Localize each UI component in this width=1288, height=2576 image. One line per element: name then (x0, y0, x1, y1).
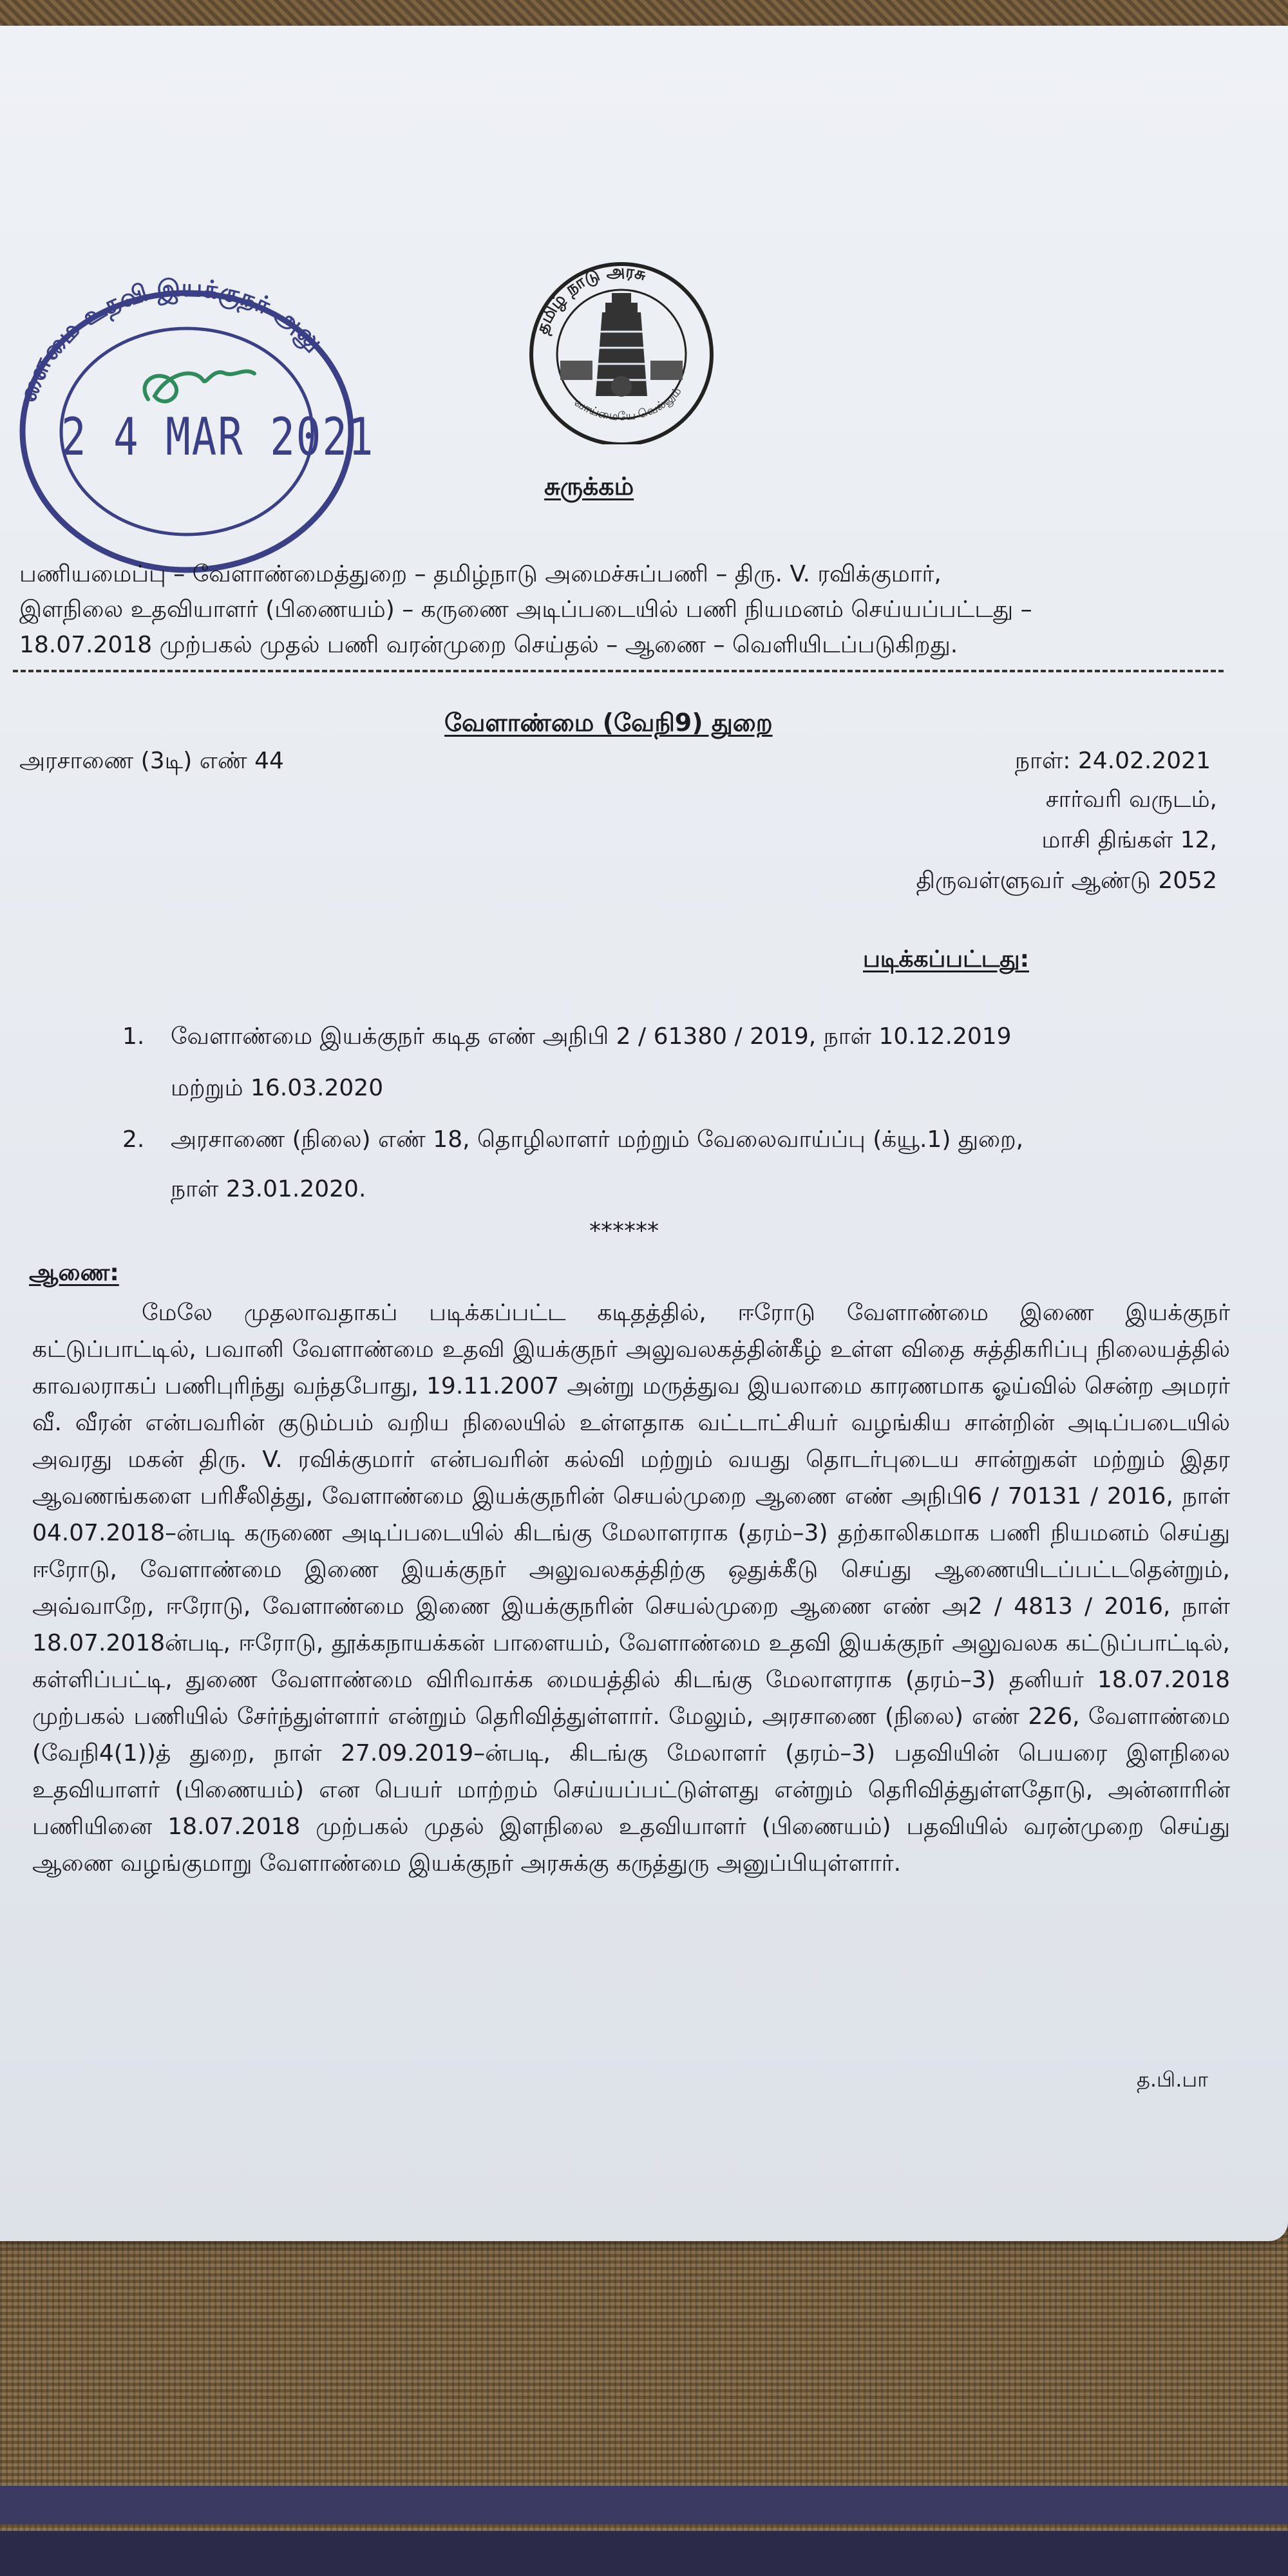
emblem-ring-text: தமிழ் நாடு அரசு (532, 261, 648, 337)
fabric-stripe (0, 2486, 1288, 2524)
reference-1-number: 1. (122, 1023, 145, 1050)
continuation-note: த.பி.பா (1137, 2067, 1208, 2092)
emblem-motto: வாய்மையே வெல்லும் (571, 384, 685, 424)
reference-1-line-1: வேளாண்மை இயக்குநர் கடித எண் அநிபி 2 / 61380 / 2019, நாள் 10.12.2019 (171, 1023, 1012, 1050)
dashed-divider (13, 670, 1224, 672)
date-line: நாள்: 24.02.2021 (1014, 748, 1211, 774)
tamil-month: மாசி திங்கள் 12, (1041, 827, 1217, 853)
office-stamp (0, 270, 375, 573)
summary-line-3: 18.07.2018 முற்பகல் முதல் பணி வரன்முறை செய்தல் – ஆணை – வெளியிடப்படுகிறது. (19, 632, 958, 658)
fabric-stripe-dark (0, 2531, 1288, 2576)
read-heading: படிக்கப்பட்டது: (863, 946, 1029, 972)
summary-line-1: பணியமைப்பு – வேளாண்மைத்துறை – தமிழ்நாடு அமைச்சுப்பணி – திரு. V. ரவிக்குமார், (19, 561, 942, 587)
stamp-ring-text: ளைமை உதவி இயக்குநர் அலு (12, 273, 329, 406)
emblem-icon (515, 251, 728, 444)
signature-icon (145, 371, 254, 401)
thiruvalluvar-year: திருவள்ளுவர் ஆண்டு 2052 (916, 867, 1217, 894)
order-body-paragraph: மேலே முதலாவதாகப் படிக்கப்பட்ட கடிதத்தில், ஈரோடு வேளாண்மை இணை இயக்குநர் கட்டுப்பாட்டில், பவானி வேளாண்மை உதவி இயக்குநர் அலுவலகத்தின்கீழ் உள்ள விதை சுத்திகரிப்பு நிலையத்தில் காவலராகப் பணிபுரிந்து வந்தபோது, 19.11.2007 அன்று மருத்துவ இயலாமை காரணமாக ஓய்வில் சென்ற அமரர் வீ. வீரன் என்பவரின் குடும்பம் வறிய நிலையில் உள்ளதாக வட்டாட்சியர் வழங்கிய சான்றின் அடிப்படையில் அவரது மகன் திரு. V. ரவிக்குமார் என்பவரின் கல்வி மற்றும் வயது தொடர்புடைய சான்றுகள் மற்றும் இதர ஆவணங்களை பரிசீலித்து, வேளாண்மை இயக்குநரின் செயல்முறை ஆணை எண் அநிபி6 / 70131 / 2016, நாள் 04.07.2018–ன்படி கருணை அடிப்படையில் கிடங்கு மேலாளராக (தரம்–3) தற்காலிகமாக பணி நியமனம் செய்து ஈரோடு, வேளாண்மை இணை இயக்குநர் அலுவலகத்திற்கு ஒதுக்கீடு செய்து ஆணையிடப்பட்டதென்றும், அவ்வாறே, ஈரோடு, வேளாண்மை இணை இயக்குநரின் செயல்முறை ஆணை எண் அ2 / 4813 / 2016, நாள் 18.07.2018ன்படி, ஈரோடு, தூக்கநாயக்கன் பாளையம், வேளாண்மை உதவி இயக்குநர் அலுவலக கட்டுப்பாட்டில், கள்ளிப்பட்டி, துணை வேளாண்மை விரிவாக்க மையத்தில் கிடங்கு மேலாளராக (தரம்–3) தனியர் 18.07.2018 முற்பகல் பணியில் சேர்ந்துள்ளார் என்றும் தெரிவித்துள்ளார். மேலும், அரசாணை (நிலை) எண் 226, வேளாண்மை (வேநி4(1))த் துறை, நாள் 27.09.2019–ன்படி, கிடங்கு மேலாளர் (தரம்–3) பதவியின் பெயரை இளநிலை உதவியாளர் (பிணையம்) என பெயர் மாற்றம் செய்யப்பட்டுள்ளது என்றும் தெரிவித்துள்ளதோடு, அன்னாரின் பணியினை 18.07.2018 முற்பகல் முதல் இளநிலை உதவியாளர் (பிணையம்) பதவியில் வரன்முறை செய்து ஆணை வழங்குமாறு வேளாண்மை இயக்குநர் அரசுக்கு கருத்துரு அனுப்பியுள்ளார். (32, 1300, 1230, 1877)
svg-text:ளைமை உதவி இயக்குநர் அலு (13, 274, 329, 406)
reference-2-line-1: அரசாணை (நிலை) எண் 18, தொழிலாளர் மற்றும் வேலைவாய்ப்பு (க்யூ.1) துறை, (171, 1126, 1024, 1153)
separator-stars: ****** (589, 1218, 659, 1244)
department-heading: வேளாண்மை (வேநி9) துறை (444, 708, 773, 737)
order-number: அரசாணை (3டி) எண் 44 (19, 748, 284, 774)
tamil-year: சார்வரி வருடம், (1045, 786, 1217, 813)
summary-line-2: இளநிலை உதவியாளர் (பிணையம்) – கருணை அடிப்படையில் பணி நியமனம் செய்யப்பட்டது – (19, 596, 1032, 623)
summary-title: சுருக்கம் (544, 472, 634, 500)
order-heading: ஆணை: (29, 1260, 119, 1286)
reference-2-line-2: நாள் 23.01.2020. (171, 1176, 366, 1202)
reference-2-number: 2. (122, 1126, 145, 1153)
reference-1-line-2: மற்றும் 16.03.2020 (171, 1075, 384, 1101)
stamp-date: 2 4 MAR 2021 (61, 408, 375, 468)
tamilnadu-emblem (515, 251, 728, 444)
